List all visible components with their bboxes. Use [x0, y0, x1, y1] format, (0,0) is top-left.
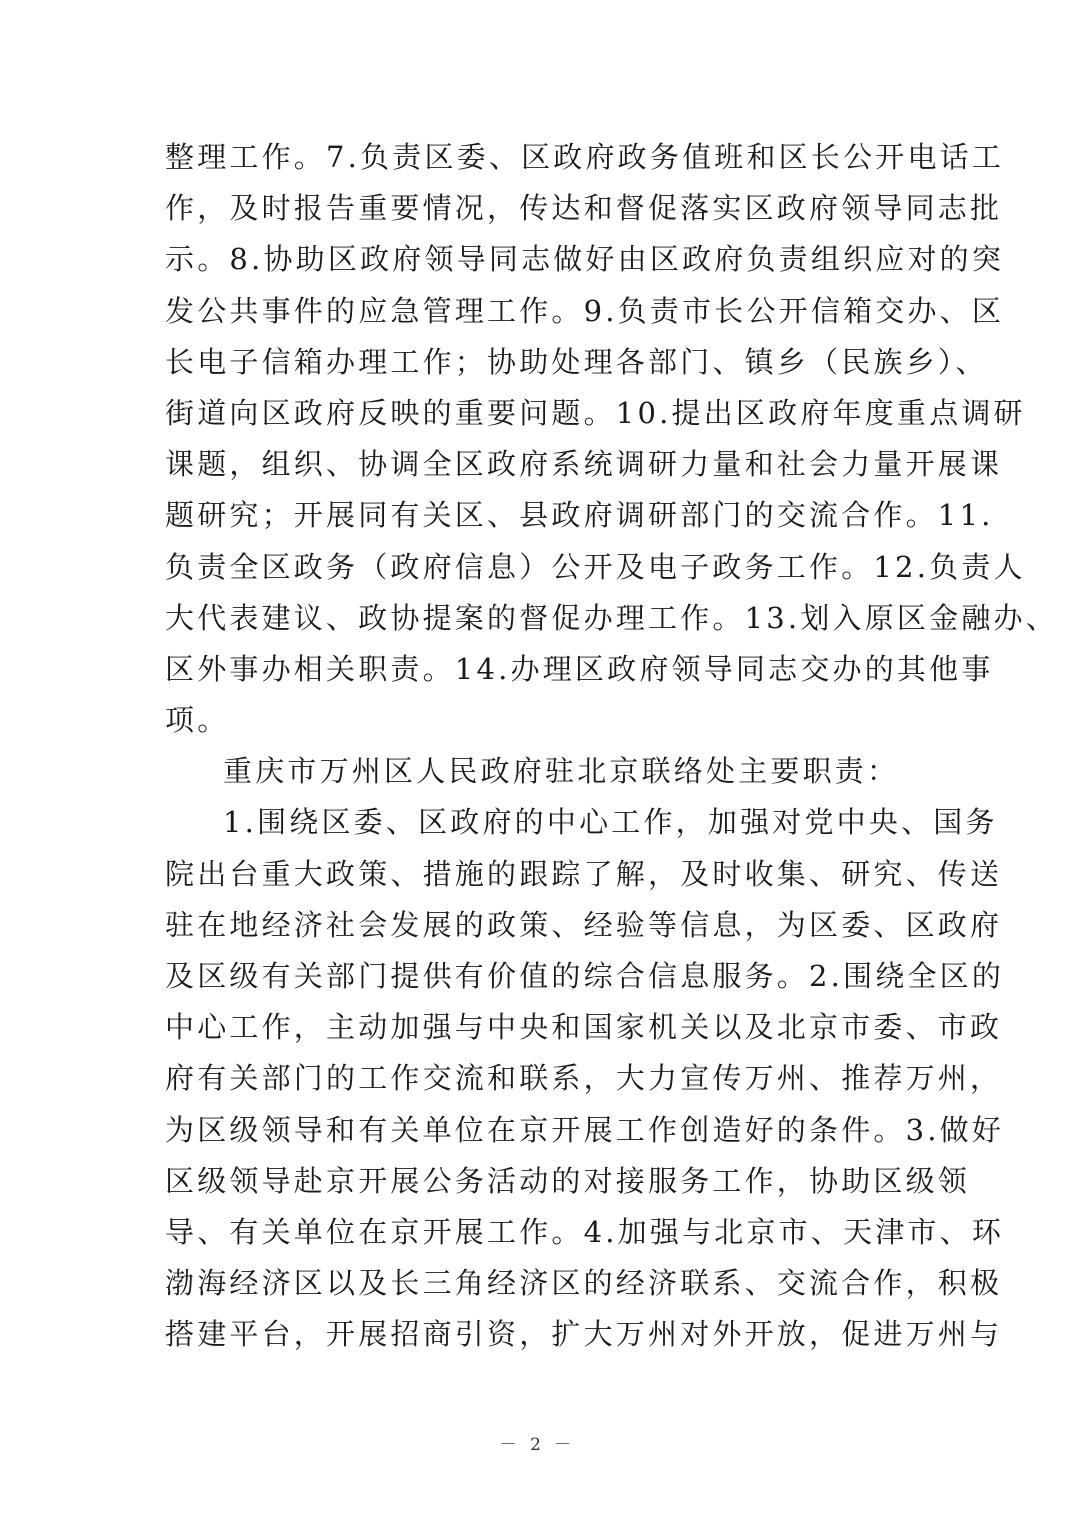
text-line: 导、有关单位在京开展工作。4.加强与北京市、天津市、环	[165, 1214, 1005, 1249]
text-line: 1.围绕区委、区政府的中心工作，加强对党中央、国务	[223, 805, 998, 840]
text-line: 驻在地经济社会发展的政策、经验等信息，为区委、区政府	[165, 907, 1003, 942]
text-line: 负责全区政务（政府信息）公开及电子政务工作。12.负责人	[165, 549, 1026, 584]
text-line: 大代表建议、政协提案的督促办理工作。13.划入原区金融办、	[165, 600, 1058, 635]
text-line: 项。	[165, 703, 230, 738]
text-line: 长电子信箱办理工作；协助处理各部门、镇乡（民族乡）、	[165, 344, 988, 379]
text-line: 课题，组织、协调全区政府系统调研力量和社会力量开展课	[165, 447, 1003, 482]
text-line: 示。8.协助区政府领导同志做好由区政府负责组织应对的突	[165, 242, 1005, 277]
body-text	[165, 132, 1058, 1361]
text-line: 渤海经济区以及长三角经济区的经济联系、交流合作，积极	[165, 1266, 1003, 1301]
text-line: 题研究；开展同有关区、县政府调研部门的交流合作。11.	[165, 498, 994, 533]
text-line: 搭建平台，开展招商引资，扩大万州对外开放，促进万州与	[165, 1317, 1003, 1352]
text-line: 区外事办相关职责。14.办理区政府领导同志交办的其他事	[165, 651, 994, 686]
text-line: 及区级有关部门提供有价值的综合信息服务。2.围绕全区的	[165, 959, 1005, 993]
text-line: 府有关部门的工作交流和联系，大力宣传万州、推荐万州，	[165, 1061, 1003, 1096]
text-line: 为区级领导和有关单位在京开展工作创造好的条件。3.做好	[165, 1112, 1005, 1147]
text-line: 作，及时报告重要情况，传达和督促落实区政府领导同志批	[165, 191, 1003, 226]
text-line: 院出台重大政策、措施的跟踪了解，及时收集、研究、传送	[165, 856, 1003, 891]
text-line: 整理工作。7.负责区委、区政府政务值班和区长公开电话工	[165, 140, 1005, 174]
text-line: 发公共事件的应急管理工作。9.负责市长公开信箱交办、区	[165, 293, 1005, 328]
text-line: 街道向区政府反映的重要问题。10.提出区政府年度重点调研	[165, 395, 1026, 430]
section-heading: 重庆市万州区人民政府驻北京联络处主要职责：	[223, 754, 900, 789]
text-line: 中心工作，主动加强与中央和国家机关以及北京市委、市政	[165, 1010, 1003, 1045]
page-number: － 2 －	[499, 1435, 576, 1455]
text-line: 区级领导赴京开展公务活动的对接服务工作，协助区级领	[165, 1163, 971, 1198]
